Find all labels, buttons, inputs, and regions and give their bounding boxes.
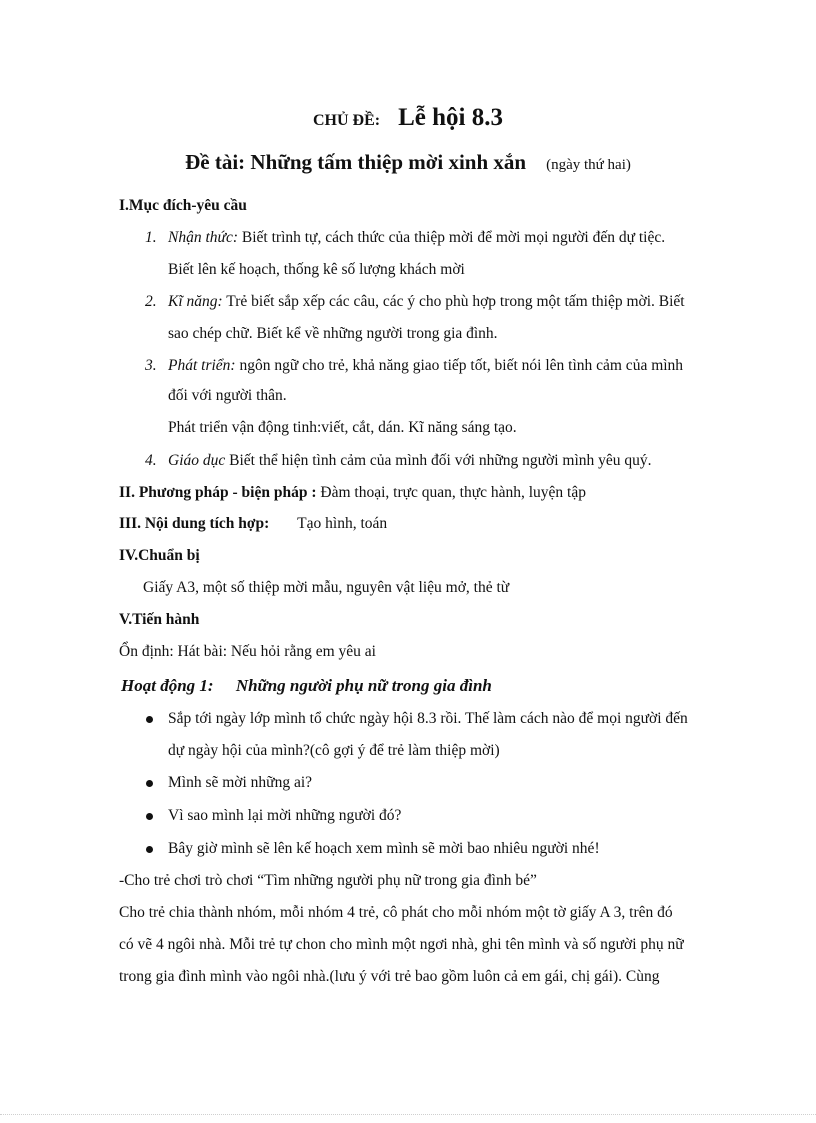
section-4-text: Giấy A3, một số thiệp mời mẫu, nguyên vật liệu mở, thẻ từ [143,579,510,596]
section-4-heading: IV.Chuẩn bị [119,547,200,564]
item-3-line-2: đối với người thân. [168,387,287,404]
item-4-label: Giáo dục [168,452,226,469]
subject-note: (ngày thứ hai) [546,157,631,173]
paragraph-line-1: Cho trẻ chia thành nhóm, mỗi nhóm 4 trẻ, cô phát cho mỗi nhóm một tờ giấy A 3, trên đó [119,904,673,921]
item-2-line-1 [168,292,685,312]
topic-heading [0,104,816,132]
bullet-4: Bây giờ mình sẽ lên kế hoạch xem mình sẽ mời bao nhiêu người nhé! [168,840,600,857]
activity-1-heading [121,676,492,696]
item-4-text: Biết thể hiện tình cảm của mình đối với những người mình yêu quý. [229,452,652,469]
activity-1-subtitle: Những người phụ nữ trong gia đình [235,676,492,695]
section-5-intro: Ổn định: Hát bài: Nếu hỏi rằng em yêu ai [119,643,376,660]
bullet-dot [146,813,153,820]
bullet-2: Mình sẽ mời những ai? [168,774,313,791]
item-2-text: Trẻ biết sắp xếp các câu, các ý cho phù hợp trong một tấm thiệp mời. Biết [226,293,685,310]
item-1-line-2: Biết lên kế hoạch, thống kê số lượng khách mời [168,261,465,278]
section-2-text: Đàm thoại, trực quan, thực hành, luyện tập [320,484,586,501]
paragraph-line-2: có vẽ 4 ngôi nhà. Mỗi trẻ tự chon cho mình một ngơi nhà, ghi tên mình và số người phụ nữ [119,936,684,953]
activity-1-title: Hoạt động 1: [121,676,214,695]
section-1-heading: I.Mục đích-yêu cầu [119,197,247,214]
game-line: -Cho trẻ chơi trò chơi “Tìm những người phụ nữ trong gia đình bé” [119,872,537,889]
item-1-label: Nhận thức: [168,229,239,246]
bullet-dot [146,846,153,853]
item-1-line-1 [168,228,665,248]
section-3-text: Tạo hình, toán [297,515,388,532]
item-2-number: 2. [145,293,157,310]
item-3-label: Phát triển: [168,357,236,374]
paragraph-line-3: trong gia đình mình vào ngôi nhà.(lưu ý với trẻ bao gồm luôn cả em gái, chị gái). Cùng [119,968,660,985]
bullet-dot [146,780,153,787]
section-2 [119,483,586,503]
page-bottom-divider [0,1114,816,1115]
item-4-number: 4. [145,452,157,469]
item-3-number: 3. [145,357,157,374]
bullet-1-line-2: dự ngày hội của mình?(cô gợi ý để trẻ làm thiệp mời) [168,742,500,759]
subject-title: Đề tài: Những tấm thiệp mời xinh xắn [185,150,527,174]
subject-heading [0,150,816,175]
item-3-line-1 [168,356,683,376]
item-3-text: ngôn ngữ cho trẻ, khả năng giao tiếp tốt, biết nói lên tình cảm của mình [239,357,684,374]
section-5-heading: V.Tiến hành [119,611,200,628]
item-1-number: 1. [145,229,157,246]
topic-title: Lễ hội 8.3 [398,104,503,131]
section-3 [119,514,387,534]
section-2-heading: II. Phương pháp - biện pháp : [119,484,317,501]
bullet-3: Vì sao mình lại mời những người đó? [168,807,402,824]
bullet-dot [146,716,153,723]
bullet-1-line-1: Sắp tới ngày lớp mình tổ chức ngày hội 8.3 rồi. Thế làm cách nào để mọi người đến [168,710,688,727]
item-1-text: Biết trình tự, cách thức của thiệp mời để mời mọi người đến dự tiệc. [241,229,666,246]
item-2-line-2: sao chép chữ. Biết kể về những người trong gia đình. [168,325,498,342]
item-4-line-1 [168,451,652,471]
section-3-heading: III. Nội dung tích hợp: [119,515,270,532]
topic-label: CHỦ ĐỀ: [313,112,381,129]
item-2-label: Kĩ năng: [168,293,223,310]
item-3-line-3: Phát triển vận động tinh:viết, cắt, dán. Kĩ năng sáng tạo. [168,419,517,436]
